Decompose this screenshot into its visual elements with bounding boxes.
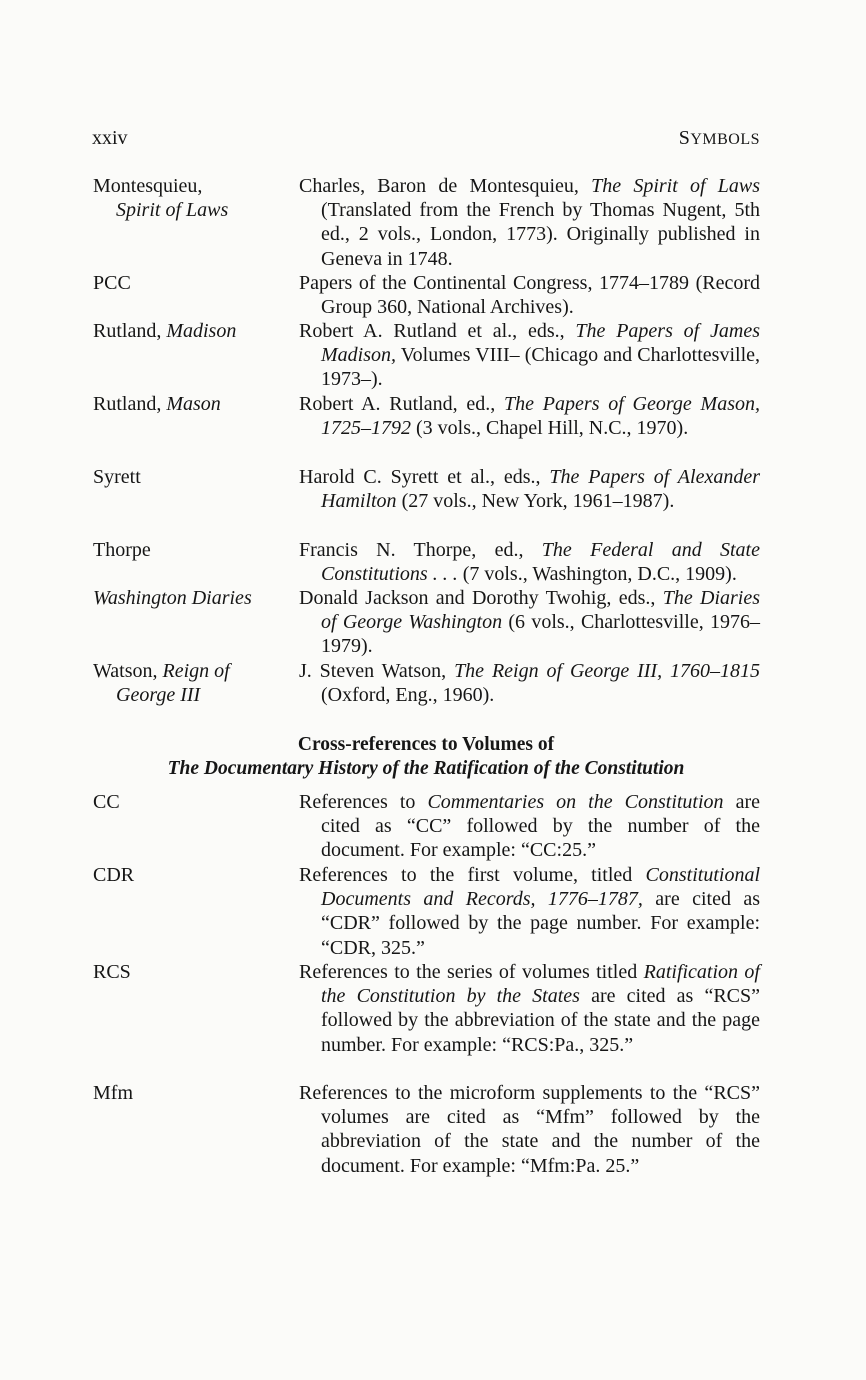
symbol-entry-washington-diaries [93, 586, 760, 659]
symbol-entry-watson [93, 659, 760, 707]
symbol-key: Thorpe [93, 539, 151, 561]
symbols-list [93, 174, 760, 707]
xref-entry-mfm [93, 1081, 760, 1202]
xref-description: References to the microform supplements to the “RCS” volumes are cited as “Mfm” followed by the abbreviation of the state and the number of the document. For example: “Mfm:Pa. 25.” [299, 1082, 760, 1177]
cross-references-heading [92, 733, 760, 781]
symbol-key: Syrett [93, 466, 141, 488]
xref-key: CC [93, 791, 120, 813]
symbol-description: Charles, Baron de Montesquieu, The Spirit of Laws (Translated from the French by Thomas Nugent, 5th ed., 2 vols., London, 1773). Originally published in Geneva in 1748. [299, 175, 761, 270]
symbol-key: Watson, Reign of George III [93, 660, 230, 707]
symbol-entry-thorpe [93, 538, 760, 586]
section-label: SYMBOLS [678, 127, 760, 149]
symbol-key: Montesquieu, Spirit of Laws [93, 175, 229, 222]
symbol-entry-pcc [93, 271, 760, 319]
xref-entry-cdr [93, 863, 760, 960]
xref-description: References to the first volume, titled Constitutional Documents and Records, 1776–1787, are cited as “CDR” followed by the page number. For example: “CDR, 325.” [299, 864, 760, 959]
symbol-description: Harold C. Syrett et al., eds., The Papers of Alexander Hamilton (27 vols., New York, 1961–1987). [299, 466, 760, 513]
symbol-entry-rutland-mason [93, 392, 760, 465]
symbol-entry-syrett [93, 465, 760, 538]
xref-key: RCS [93, 961, 131, 983]
symbol-description: Robert A. Rutland, ed., The Papers of George Mason, 1725–1792 (3 vols., Chapel Hill, N.C., 1970). [299, 393, 760, 440]
symbol-key: Washington Diaries [93, 587, 252, 609]
xref-key: CDR [93, 864, 135, 886]
xref-key: Mfm [93, 1082, 133, 1104]
symbol-description: Robert A. Rutland et al., eds., The Papers of James Madison, Volumes VIII– (Chicago and Charlottesville, 1973–). [299, 320, 760, 391]
heading-line-1: Cross-references to Volumes of [297, 734, 555, 755]
xref-description: References to the series of volumes titled Ratification of the Constitution by the States are cited as “RCS” followed by the abbreviation of the state and the page number. For example: “RCS:Pa., 325.” [299, 961, 760, 1056]
symbol-description: Papers of the Continental Congress, 1774–1789 (Record Group 360, National Archives). [299, 272, 760, 319]
symbol-description: J. Steven Watson, The Reign of George III, 1760–1815 (Oxford, Eng., 1960). [299, 660, 760, 707]
symbol-key: Rutland, Madison [93, 320, 237, 342]
xref-entry-rcs [93, 960, 760, 1081]
symbol-entry-rutland-madison [93, 319, 760, 392]
symbol-key: Rutland, Mason [93, 393, 221, 415]
xref-entry-cc [93, 790, 760, 863]
heading-line-2: The Documentary History of the Ratification of the Constitution [167, 758, 685, 779]
page-number: xxiv [92, 127, 128, 149]
cross-references-list [93, 790, 760, 1202]
symbol-description: Donald Jackson and Dorothy Twohig, eds., The Diaries of George Washington (6 vols., Charlottesville, 1976–1979). [299, 587, 761, 658]
symbol-key: PCC [93, 272, 131, 294]
xref-description: References to Commentaries on the Constitution are cited as “CC” followed by the number of the document. For example: “CC:25.” [299, 791, 760, 862]
symbol-description: Francis N. Thorpe, ed., The Federal and State Constitutions . . . (7 vols., Washington, D.C., 1909). [299, 539, 760, 586]
symbol-entry-montesquieu [93, 174, 760, 271]
